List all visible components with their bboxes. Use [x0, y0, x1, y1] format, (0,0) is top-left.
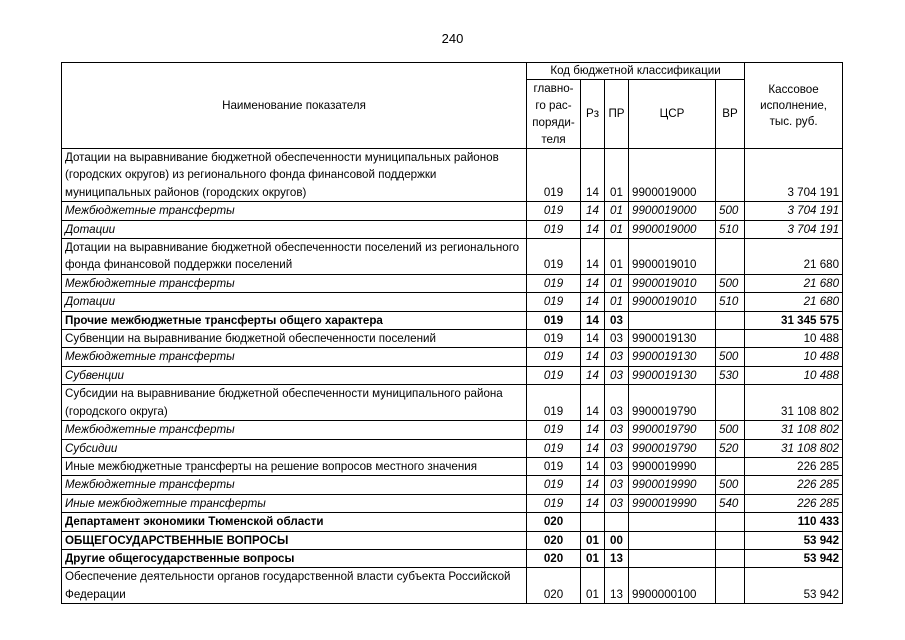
- cell-admin: 020: [527, 531, 581, 549]
- cell-name: Обеспечение деятельности органов государственной власти субъекта Российской Федерации: [62, 568, 527, 604]
- table-row: [62, 421, 843, 439]
- cell-amount: 31 108 802: [745, 385, 843, 421]
- cell-name: Субсидии: [62, 439, 527, 457]
- cell-admin: 019: [527, 421, 581, 439]
- cell-pr: 03: [605, 385, 629, 421]
- cell-admin: 019: [527, 348, 581, 366]
- cell-pr: 03: [605, 421, 629, 439]
- budget-table: [61, 62, 843, 604]
- cell-amount: 110 433: [745, 513, 843, 531]
- cell-rz: [581, 513, 605, 531]
- table-row: [62, 385, 843, 421]
- table-row: [62, 293, 843, 311]
- cell-vr: [716, 239, 745, 275]
- cell-rz: 14: [581, 348, 605, 366]
- cell-amount: 21 680: [745, 293, 843, 311]
- cell-pr: [605, 513, 629, 531]
- column-header-pr: ПР: [605, 80, 629, 149]
- cell-name: Департамент экономики Тюменской области: [62, 513, 527, 531]
- cell-admin: 019: [527, 274, 581, 292]
- column-header-rz: Рз: [581, 80, 605, 149]
- cell-amount: 3 704 191: [745, 149, 843, 202]
- cell-pr: 00: [605, 531, 629, 549]
- cell-csr: 9900019130: [629, 348, 716, 366]
- cell-csr: 9900019000: [629, 149, 716, 202]
- cell-name: Межбюджетные трансферты: [62, 202, 527, 220]
- table-row: [62, 513, 843, 531]
- table-row: [62, 149, 843, 202]
- table-row: [62, 220, 843, 238]
- cell-vr: 500: [716, 348, 745, 366]
- table-row: [62, 494, 843, 512]
- cell-csr: 9900019790: [629, 439, 716, 457]
- cell-rz: 14: [581, 366, 605, 384]
- cell-admin: 019: [527, 494, 581, 512]
- cell-admin: 019: [527, 330, 581, 348]
- cell-amount: 53 942: [745, 568, 843, 604]
- cell-rz: 14: [581, 202, 605, 220]
- cell-amount: 10 488: [745, 330, 843, 348]
- cell-rz: 14: [581, 239, 605, 275]
- cell-rz: 14: [581, 149, 605, 202]
- cell-pr: 03: [605, 476, 629, 494]
- cell-rz: 14: [581, 476, 605, 494]
- cell-csr: [629, 311, 716, 329]
- cell-pr: 01: [605, 220, 629, 238]
- column-header-admin: главно- го рас- поряди- теля: [527, 80, 581, 149]
- cell-csr: [629, 531, 716, 549]
- cell-pr: 03: [605, 494, 629, 512]
- cell-admin: 019: [527, 476, 581, 494]
- cell-amount: 21 680: [745, 239, 843, 275]
- cell-name: Межбюджетные трансферты: [62, 348, 527, 366]
- table-header: [62, 63, 843, 149]
- column-header-name: Наименование показателя: [62, 63, 527, 149]
- cell-admin: 019: [527, 457, 581, 475]
- cell-csr: [629, 513, 716, 531]
- cell-csr: [629, 549, 716, 567]
- table-row: [62, 330, 843, 348]
- cell-pr: 13: [605, 549, 629, 567]
- cell-amount: 31 108 802: [745, 439, 843, 457]
- cell-csr: 9900019010: [629, 293, 716, 311]
- cell-amount: 226 285: [745, 457, 843, 475]
- table-row: [62, 239, 843, 275]
- cell-vr: 520: [716, 439, 745, 457]
- table-row: [62, 366, 843, 384]
- cell-rz: 14: [581, 385, 605, 421]
- cell-admin: 019: [527, 293, 581, 311]
- cell-name: Межбюджетные трансферты: [62, 476, 527, 494]
- cell-csr: 9900019000: [629, 220, 716, 238]
- cell-name: Субсидии на выравнивание бюджетной обеспеченности муниципального района (городского округа): [62, 385, 527, 421]
- cell-rz: 14: [581, 330, 605, 348]
- column-header-csr: ЦСР: [629, 80, 716, 149]
- cell-pr: 03: [605, 330, 629, 348]
- column-group-header-code: Код бюджетной классификации: [527, 63, 745, 80]
- cell-pr: 01: [605, 293, 629, 311]
- cell-vr: [716, 513, 745, 531]
- cell-csr: 9900019130: [629, 366, 716, 384]
- cell-csr: 9900019990: [629, 494, 716, 512]
- cell-rz: 14: [581, 439, 605, 457]
- cell-rz: 14: [581, 421, 605, 439]
- cell-amount: 226 285: [745, 494, 843, 512]
- cell-admin: 019: [527, 439, 581, 457]
- cell-vr: [716, 330, 745, 348]
- table-body: [62, 149, 843, 604]
- cell-pr: 13: [605, 568, 629, 604]
- cell-csr: 9900019010: [629, 239, 716, 275]
- cell-csr: 9900000100: [629, 568, 716, 604]
- cell-pr: 03: [605, 311, 629, 329]
- table-row: [62, 202, 843, 220]
- cell-name: Иные межбюджетные трансферты на решение вопросов местного значения: [62, 457, 527, 475]
- cell-pr: 03: [605, 348, 629, 366]
- cell-pr: 03: [605, 457, 629, 475]
- cell-name: Дотации на выравнивание бюджетной обеспеченности муниципальных районов (городских округов) из регионального фонда финансовой поддержки муниципальных районов (городских округов): [62, 149, 527, 202]
- cell-rz: 01: [581, 549, 605, 567]
- column-header-vr: ВР: [716, 80, 745, 149]
- cell-rz: 14: [581, 274, 605, 292]
- page-number: 240: [441, 31, 464, 46]
- cell-admin: 019: [527, 385, 581, 421]
- cell-name: Межбюджетные трансферты: [62, 274, 527, 292]
- cell-vr: 500: [716, 476, 745, 494]
- cell-amount: 3 704 191: [745, 220, 843, 238]
- cell-csr: 9900019990: [629, 457, 716, 475]
- cell-pr: 03: [605, 366, 629, 384]
- cell-vr: 530: [716, 366, 745, 384]
- table-row: [62, 439, 843, 457]
- cell-admin: 019: [527, 202, 581, 220]
- cell-pr: 01: [605, 274, 629, 292]
- cell-amount: 21 680: [745, 274, 843, 292]
- cell-name: Дотации на выравнивание бюджетной обеспеченности поселений из регионального фонда финансовой поддержки поселений: [62, 239, 527, 275]
- cell-rz: 14: [581, 457, 605, 475]
- cell-csr: 9900019990: [629, 476, 716, 494]
- cell-amount: 10 488: [745, 348, 843, 366]
- cell-admin: 020: [527, 549, 581, 567]
- cell-vr: 540: [716, 494, 745, 512]
- cell-admin: 020: [527, 513, 581, 531]
- cell-amount: 3 704 191: [745, 202, 843, 220]
- cell-csr: 9900019790: [629, 421, 716, 439]
- cell-amount: 53 942: [745, 531, 843, 549]
- cell-rz: 14: [581, 220, 605, 238]
- cell-csr: 9900019790: [629, 385, 716, 421]
- cell-name: Иные межбюджетные трансферты: [62, 494, 527, 512]
- table-row: [62, 476, 843, 494]
- cell-admin: 020: [527, 568, 581, 604]
- cell-rz: 14: [581, 494, 605, 512]
- cell-csr: 9900019130: [629, 330, 716, 348]
- cell-admin: 019: [527, 149, 581, 202]
- cell-vr: [716, 549, 745, 567]
- cell-vr: [716, 311, 745, 329]
- table-row: [62, 311, 843, 329]
- cell-vr: [716, 531, 745, 549]
- cell-name: Прочие межбюджетные трансферты общего характера: [62, 311, 527, 329]
- column-header-amount: Кассовое исполнение, тыс. руб.: [745, 63, 843, 149]
- cell-name: Дотации: [62, 220, 527, 238]
- table-row: [62, 531, 843, 549]
- cell-rz: 01: [581, 568, 605, 604]
- cell-name: Субвенции на выравнивание бюджетной обеспеченности поселений: [62, 330, 527, 348]
- table-row: [62, 549, 843, 567]
- cell-name: Другие общегосударственные вопросы: [62, 549, 527, 567]
- cell-vr: 500: [716, 202, 745, 220]
- cell-pr: 03: [605, 439, 629, 457]
- cell-admin: 019: [527, 311, 581, 329]
- cell-name: ОБЩЕГОСУДАРСТВЕННЫЕ ВОПРОСЫ: [62, 531, 527, 549]
- table-row: [62, 457, 843, 475]
- cell-rz: 01: [581, 531, 605, 549]
- table-row: [62, 348, 843, 366]
- cell-pr: 01: [605, 239, 629, 275]
- cell-vr: [716, 457, 745, 475]
- cell-vr: [716, 568, 745, 604]
- cell-admin: 019: [527, 366, 581, 384]
- cell-amount: 53 942: [745, 549, 843, 567]
- cell-name: Дотации: [62, 293, 527, 311]
- cell-csr: 9900019000: [629, 202, 716, 220]
- cell-rz: 14: [581, 293, 605, 311]
- cell-vr: 510: [716, 220, 745, 238]
- cell-pr: 01: [605, 149, 629, 202]
- table-row: [62, 274, 843, 292]
- cell-amount: 31 345 575: [745, 311, 843, 329]
- cell-vr: 510: [716, 293, 745, 311]
- cell-amount: 31 108 802: [745, 421, 843, 439]
- cell-vr: 500: [716, 274, 745, 292]
- cell-csr: 9900019010: [629, 274, 716, 292]
- cell-rz: 14: [581, 311, 605, 329]
- cell-amount: 226 285: [745, 476, 843, 494]
- table-row: [62, 568, 843, 604]
- cell-name: Межбюджетные трансферты: [62, 421, 527, 439]
- cell-admin: 019: [527, 220, 581, 238]
- cell-name: Субвенции: [62, 366, 527, 384]
- cell-vr: 500: [716, 421, 745, 439]
- cell-pr: 01: [605, 202, 629, 220]
- cell-amount: 10 488: [745, 366, 843, 384]
- cell-vr: [716, 149, 745, 202]
- cell-vr: [716, 385, 745, 421]
- cell-admin: 019: [527, 239, 581, 275]
